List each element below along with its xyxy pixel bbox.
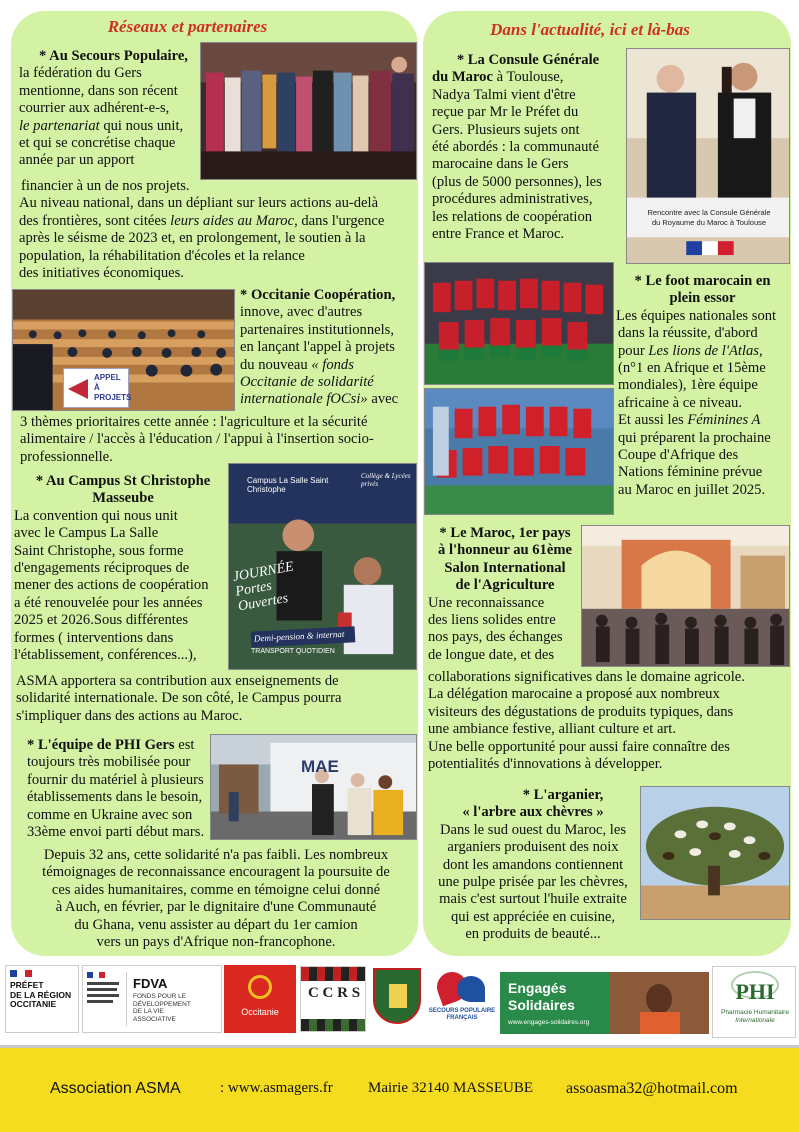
campus-line: solidarité internationale. De son côté, le Campus pourra bbox=[16, 690, 342, 707]
arganier-line: mais c'est surtout l'huile extraite bbox=[439, 891, 627, 908]
foot-heading: plein essor bbox=[669, 290, 736, 307]
occitanie-line bbox=[240, 391, 418, 408]
footer-org: Association ASMA bbox=[50, 1080, 181, 1097]
campus-brand: Campus La Salle Saint Christophe bbox=[247, 476, 329, 494]
campus-line: a été renouvelée pour les années bbox=[14, 594, 203, 611]
foot-line: au Maroc en juillet 2025. bbox=[618, 481, 766, 498]
poster-title: JOURNÉE Portes Ouvertes bbox=[231, 559, 295, 615]
campus-line: ASMA apportera sa contribution aux enseignements de bbox=[16, 673, 339, 689]
arganier-line: dont les amandons contiennent bbox=[442, 856, 624, 873]
phi-line: Depuis 32 ans, cette solidarité n'a pas faibli. Les nombreux bbox=[43, 847, 389, 863]
arganier-line: Dans le sud ouest du Maroc, les bbox=[439, 821, 627, 838]
occitanie-heading: * Occitanie Coopération, bbox=[240, 287, 396, 303]
child-photo bbox=[610, 972, 709, 1034]
occitanie-line: professionnelle. bbox=[20, 448, 113, 465]
salon-photo bbox=[581, 525, 790, 667]
foot-block bbox=[614, 273, 791, 499]
phi-line: comme en Ukraine avec son bbox=[27, 806, 193, 823]
secours-line: après le séisme de 2023 et, en prolongement, le soutien à la bbox=[19, 230, 366, 247]
megaphone-icon bbox=[68, 379, 88, 399]
foot-line: Coupe d'Afrique des bbox=[618, 447, 739, 464]
truck-text: MAE bbox=[301, 757, 339, 776]
appel-projets-label: APPEL À PROJETS bbox=[94, 373, 132, 402]
poster-sub: Demi-pension & internat bbox=[251, 626, 356, 647]
campus-block bbox=[14, 473, 232, 664]
foot-line: Nations féminine prévue bbox=[618, 464, 763, 481]
occitanie-cross-icon bbox=[248, 975, 272, 999]
foot-line: (n°1 en Afrique et 15ème bbox=[618, 360, 766, 377]
footer-site[interactable]: : www.asmagers.fr bbox=[220, 1080, 333, 1096]
occitanie-line-part: du nouveau bbox=[240, 356, 312, 373]
phi-block bbox=[27, 737, 217, 841]
secours-line-part: , dans l'urgence bbox=[294, 212, 385, 229]
salon-line: Une reconnaissance bbox=[428, 594, 545, 611]
salon-line: potentialités d'innovations à développer. bbox=[428, 756, 663, 773]
masseube-logo[interactable] bbox=[369, 966, 425, 1042]
campus-line: Saint Christophe, sous forme bbox=[14, 542, 184, 559]
secours-line-part: qui nous unit, bbox=[99, 117, 184, 134]
secours-line bbox=[19, 118, 204, 135]
truck-photo bbox=[210, 734, 417, 840]
secours-line: financier à un de nos projets. bbox=[21, 178, 190, 194]
coat-of-arms-icon bbox=[373, 968, 421, 1024]
campus-line: d'engagements réciproques de bbox=[14, 560, 190, 577]
secours-block bbox=[19, 48, 204, 170]
consule-line-part: à Toulouse, bbox=[492, 69, 564, 86]
salon-heading: * Le Maroc, 1er pays bbox=[439, 525, 571, 541]
phi-logo[interactable] bbox=[712, 966, 796, 1038]
arganier-heading: « l'arbre aux chèvres » bbox=[462, 804, 604, 821]
footer-email[interactable]: assoasma32@hotmail.com bbox=[566, 1080, 738, 1097]
occitanie-line: innove, avec d'autres bbox=[240, 304, 363, 321]
occitanie-themes bbox=[20, 414, 415, 466]
occitanie-logo[interactable] bbox=[224, 965, 296, 1033]
phi-heading-line bbox=[27, 737, 217, 754]
occitanie-text: Occitanie bbox=[241, 1007, 279, 1017]
phi-line: fournir du matériel à plusieurs bbox=[27, 771, 204, 788]
salon-line: une ambiance festive, alliant culture et art. bbox=[428, 721, 676, 738]
consule-caption bbox=[629, 208, 789, 228]
foot-line bbox=[618, 343, 791, 360]
arganier-block bbox=[426, 787, 640, 944]
men-team-photo bbox=[424, 262, 614, 385]
phi-line: ces aides humanitaires, comme en témoigne celui donné bbox=[51, 881, 381, 898]
fdva-sub: FONDS POUR LE bbox=[133, 993, 187, 1000]
secours-line: population, la réhabilitation d'écoles et la relance bbox=[19, 247, 305, 264]
campus-line: s'impliquer dans des actions au Maroc. bbox=[16, 707, 243, 724]
phi-line: 33ème envoi parti début mars. bbox=[27, 824, 205, 841]
consule-line: Nadya Talmi vient d'être bbox=[432, 86, 576, 103]
hand-icon-blue bbox=[457, 976, 485, 1002]
secours-line: et qui se concrétise chaque bbox=[19, 135, 176, 152]
foot-line: mondiales), 1ère équipe bbox=[618, 377, 758, 394]
fdva-logo[interactable] bbox=[82, 965, 222, 1033]
ccrs-pattern-icon bbox=[301, 967, 366, 981]
ccrs-text: C C R S bbox=[307, 985, 361, 1001]
arganier-line: qui est appréciée en cuisine, bbox=[450, 908, 616, 925]
salon-line: nos pays, des échanges bbox=[428, 629, 563, 646]
salon-heading: à l'honneur au 61ème bbox=[438, 542, 572, 559]
argan-tree-photo bbox=[640, 786, 790, 920]
occitanie-block bbox=[240, 287, 418, 409]
phi-line: témoignages de reconnaissance encouragent la poursuite de bbox=[42, 864, 390, 881]
foot-line: qui préparent la prochaine bbox=[618, 429, 771, 446]
secours-line: Au niveau national, dans un dépliant sur leurs actions au-delà bbox=[19, 195, 379, 212]
campus-para2 bbox=[16, 673, 416, 725]
foot-line: Les équipes nationales sont bbox=[616, 307, 777, 324]
secours-line: année par un apport bbox=[19, 152, 135, 169]
secours-heading: * Au Secours Populaire, bbox=[39, 48, 188, 64]
caption-line: Rencontre avec la Consule Générale bbox=[647, 208, 771, 217]
occitanie-line: alimentaire / l'accès à l'éducation / l'appui à l'insertion socio- bbox=[20, 431, 374, 448]
arganier-line: une pulpe prisée par les chèvres, bbox=[438, 874, 628, 891]
phi-line: à Auch, en février, par le dignitaire d'une Communauté bbox=[55, 899, 377, 916]
poster-sub2: TRANSPORT QUOTIDIEN bbox=[251, 648, 335, 655]
campus-line: 2025 et 2026.Sous différentes bbox=[14, 612, 189, 629]
consule-photo bbox=[626, 48, 790, 264]
feminines-italic: Féminines A bbox=[687, 412, 761, 429]
phi-sub: Internationale bbox=[735, 1017, 775, 1024]
occitanie-line: partenaires institutionnels, bbox=[240, 321, 395, 338]
fdva-title: FDVA bbox=[133, 976, 168, 991]
consule-line: (plus de 5000 personnes), les bbox=[432, 173, 602, 190]
secours-logo[interactable] bbox=[427, 966, 497, 1030]
focsi-italic: Occitanie de solidarité bbox=[240, 374, 374, 391]
salon-line: La délégation marocaine a proposé aux nombreux bbox=[428, 686, 720, 703]
campus-line: l'établissement, conférences...), bbox=[14, 647, 197, 664]
engages-logo[interactable] bbox=[500, 972, 709, 1034]
foot-line-part: Et aussi les bbox=[618, 412, 688, 429]
phi-sub: Pharmacie Humanitaire bbox=[721, 1009, 789, 1016]
consule-line: Gers. Plusieurs sujets ont bbox=[432, 121, 580, 138]
salon-heading: de l'Agriculture bbox=[455, 577, 555, 594]
prefet-logo[interactable] bbox=[5, 965, 79, 1033]
campus-line: formes ( interventions dans bbox=[14, 629, 174, 646]
marianne-icon bbox=[10, 970, 32, 977]
arganier-heading: * L'arganier, bbox=[522, 787, 604, 803]
occitanie-line: en lançant l'appel à projets bbox=[240, 339, 395, 356]
ministere-icon bbox=[87, 972, 127, 1026]
foot-line-part: pour bbox=[618, 342, 649, 359]
consule-heading: * La Consule Générale bbox=[456, 52, 600, 68]
secours-line bbox=[19, 213, 414, 230]
ccrs-logo[interactable] bbox=[300, 966, 366, 1032]
secours-text: SECOURS POPULAIRE FRANÇAIS bbox=[428, 1008, 496, 1021]
phi-line-part: est bbox=[174, 737, 195, 753]
focsi-italic: internationale fOCsi» bbox=[240, 391, 368, 408]
salon-para2 bbox=[428, 669, 790, 773]
foot-heading: * Le foot marocain en bbox=[634, 273, 771, 289]
arganier-line: arganiers produisent des noix bbox=[447, 839, 619, 856]
lions-italic: Les lions de l'Atlas, bbox=[648, 342, 763, 359]
engages-url: www.engages-solidaires.org bbox=[508, 1019, 590, 1026]
campus-line: La convention qui nous unit bbox=[14, 507, 178, 524]
foot-line: dans la réussite, d'abord bbox=[618, 325, 758, 342]
phi-heading: * L'équipe de PHI Gers bbox=[27, 737, 175, 753]
partenariat-italic: le partenariat bbox=[19, 117, 100, 134]
phi-para2 bbox=[16, 847, 416, 951]
prefet-text: DE LA RÉGION bbox=[10, 989, 72, 1000]
focsi-italic: « fonds bbox=[311, 356, 354, 373]
consule-line: reçue par Mr le Préfet du bbox=[432, 104, 579, 121]
consule-heading-line bbox=[432, 69, 624, 86]
secours-para2 bbox=[19, 178, 414, 282]
salon-line: de longue date, et des bbox=[428, 646, 555, 663]
salon-line: collaborations significatives dans le domaine agricole. bbox=[428, 669, 745, 685]
engages-text: Solidaires bbox=[508, 997, 575, 1013]
fdva-sub: DÉVELOPPEMENT bbox=[133, 1000, 191, 1008]
consule-line: été abordés : la communauté bbox=[432, 139, 599, 156]
phi-line: vers un pays d'Afrique non-francophone. bbox=[96, 934, 336, 951]
campus-heading: Masseube bbox=[92, 490, 154, 507]
engages-text: Engagés bbox=[508, 980, 567, 996]
secours-line: mentionne, dans son récent bbox=[19, 82, 178, 99]
phi-title: PHI bbox=[735, 979, 775, 1004]
consule-line: entre France et Maroc. bbox=[432, 226, 565, 243]
phi-line: du Ghana, venu assister au départ du 1er camion bbox=[74, 916, 358, 933]
phi-line: établissements dans le besoin, bbox=[27, 789, 203, 806]
campus-heading: * Au Campus St Christophe bbox=[35, 473, 211, 489]
secours-line: des initiatives économiques. bbox=[19, 265, 184, 282]
occitanie-line bbox=[240, 357, 418, 374]
consule-line: procédures administratives, bbox=[432, 191, 593, 208]
foot-line: africaine à ce niveau. bbox=[618, 394, 742, 411]
right-panel-title: Dans l'actualité, ici et là-bas bbox=[490, 20, 690, 39]
campus-line: mener des actions de coopération bbox=[14, 577, 209, 594]
aides-italic: leurs aides au Maroc bbox=[170, 212, 295, 229]
left-panel-title: Réseaux et partenaires bbox=[107, 17, 268, 36]
arganier-line: en produits de beauté... bbox=[465, 926, 601, 943]
caption-line: du Royaume du Maroc à Toulouse bbox=[651, 218, 767, 227]
fdva-sub: DE LA VIE bbox=[133, 1008, 164, 1015]
consule-block bbox=[432, 52, 624, 243]
salon-line: Une belle opportunité pour aussi faire connaître des bbox=[428, 738, 730, 755]
appel-projets-badge bbox=[63, 368, 132, 408]
occitanie-line: 3 thèmes prioritaires cette année : l'agriculture et la sécurité bbox=[20, 414, 368, 430]
secours-line-part: des frontières, sont citées bbox=[19, 212, 171, 229]
fdva-sub: ASSOCIATIVE bbox=[133, 1015, 176, 1023]
phi-line: toujours très mobilisée pour bbox=[27, 754, 191, 771]
occitanie-line-part: avec bbox=[367, 391, 399, 408]
consule-line: les relations de coopération bbox=[432, 208, 593, 225]
women-team-photo bbox=[424, 388, 614, 515]
assembly-photo bbox=[12, 289, 235, 411]
consule-line: marocaine dans le Gers bbox=[432, 156, 569, 173]
prefet-text: PRÉFET bbox=[10, 980, 44, 990]
salon-block bbox=[428, 525, 582, 664]
secours-line: la fédération du Gers bbox=[19, 65, 142, 82]
consule-heading: du Maroc bbox=[432, 69, 493, 86]
campus-poster bbox=[228, 463, 417, 670]
foot-line bbox=[618, 412, 791, 429]
salon-heading: Salon International bbox=[444, 559, 566, 576]
salon-line: visiteurs des dégustations de produits typiques, dans bbox=[428, 703, 734, 720]
campus-line: avec le Campus La Salle bbox=[14, 525, 159, 542]
clothes-photo bbox=[200, 42, 417, 180]
footer-address: Mairie 32140 MASSEUBE bbox=[368, 1080, 533, 1096]
salon-line: des liens solides entre bbox=[428, 612, 556, 629]
secours-line: courrier aux adhérent-e-s, bbox=[19, 100, 170, 117]
prefet-text: OCCITANIE bbox=[10, 999, 57, 1009]
campus-corner: Collège & Lycées privés bbox=[361, 472, 411, 488]
